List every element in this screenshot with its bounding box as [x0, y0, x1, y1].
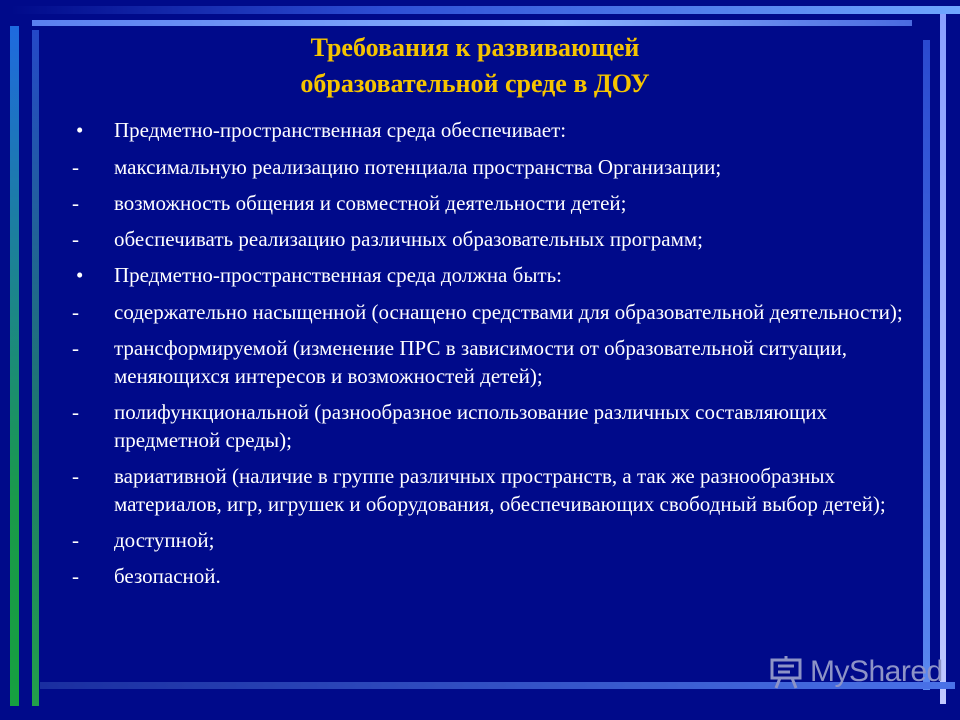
list-item-text: возможность общения и совместной деятельности детей; [114, 191, 627, 215]
list-item [72, 562, 932, 590]
list-item-text: максимальную реализацию потенциала пространства Организации; [114, 155, 722, 179]
list-item [72, 462, 932, 518]
left-decor-bar [10, 26, 19, 706]
list-item-text: доступной; [114, 528, 215, 552]
dash-marker: - [72, 300, 79, 324]
list-item-text: полифункциональной (разнообразное использование различных составляющих предметной среды); [114, 400, 827, 452]
list-item-text: трансформируемой (изменение ПРС в зависимости от образовательной ситуации, меняющихся интересов и возможностей детей); [114, 336, 848, 388]
list-item-text: Предметно-пространственная среда должна быть: [114, 263, 563, 287]
dash-marker: - [72, 400, 79, 424]
dash-marker: - [72, 155, 79, 179]
watermark [768, 652, 943, 692]
left-decor-bar-inner [32, 30, 39, 706]
dash-marker: - [72, 227, 79, 251]
bullet-marker: • [76, 118, 84, 142]
top-decor-bar [10, 6, 960, 14]
list-item [72, 526, 932, 554]
list-item [72, 116, 932, 144]
slide-title [60, 30, 890, 102]
list-item [72, 189, 932, 217]
title-line-2: образовательной среде в ДОУ [300, 69, 650, 98]
list-item-text: обеспечивать реализацию различных образовательных программ; [114, 227, 703, 251]
list-item-text: вариативной (наличие в группе различных пространств, а так же разнообразных материалов, игр, игрушек и оборудования, обеспечивающих свободный выбор детей); [114, 464, 886, 516]
title-line-1: Требования к развивающей [310, 33, 640, 62]
list-item [72, 298, 932, 326]
slide-content [72, 116, 932, 598]
list-item [72, 334, 932, 390]
dash-marker: - [72, 564, 79, 588]
list-item-text: содержательно насыщенной (оснащено средствами для образовательной деятельности); [114, 300, 903, 324]
list-item-text: безопасной. [114, 564, 221, 588]
list-item-text: Предметно-пространственная среда обеспечивает: [114, 118, 567, 142]
right-decor-bar [940, 14, 946, 704]
presentation-board-icon [768, 654, 804, 690]
list-item [72, 153, 932, 181]
dash-marker: - [72, 336, 79, 360]
top-decor-bar-inner [32, 20, 912, 26]
dash-marker: - [72, 528, 79, 552]
bullet-marker: • [76, 263, 84, 287]
dash-marker: - [72, 191, 79, 215]
dash-marker: - [72, 464, 79, 488]
list-item [72, 398, 932, 454]
list-item [72, 261, 932, 289]
watermark-text: MyShared [810, 655, 943, 688]
list-item [72, 225, 932, 253]
